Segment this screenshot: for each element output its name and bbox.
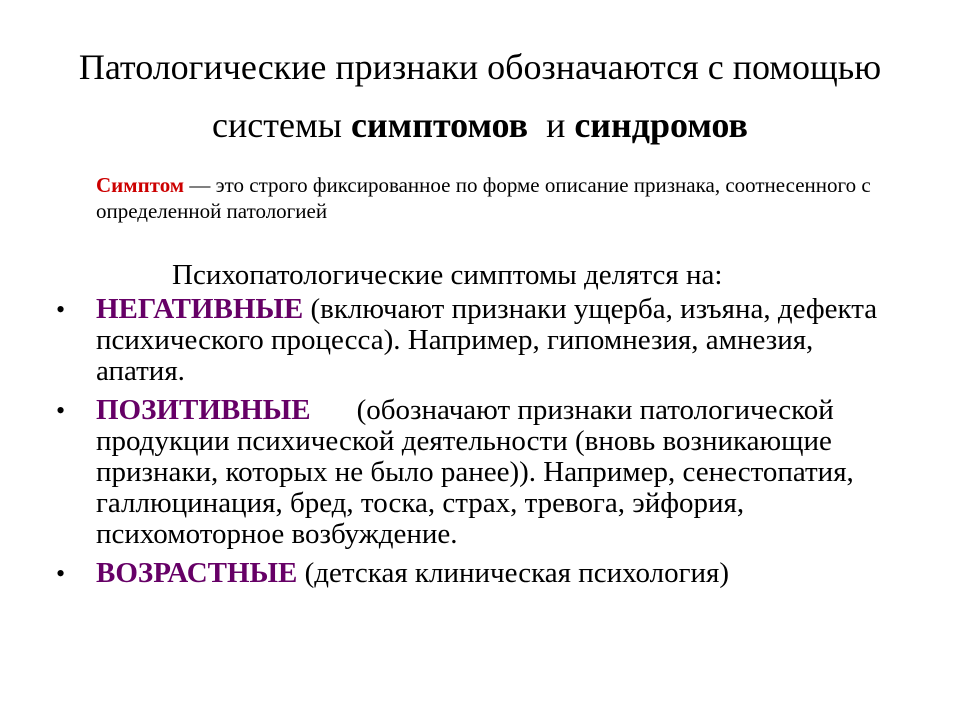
bullet-icon: • <box>56 559 66 588</box>
bullet-text: (детская клиническая психология) <box>297 557 730 589</box>
bullet-icon: • <box>56 295 66 324</box>
list-item-age <box>56 558 896 589</box>
list-item-negative <box>56 294 896 387</box>
symptom-types-list <box>56 294 896 597</box>
bullet-heading: ВОЗРАСТНЫЕ <box>96 557 298 589</box>
definition-term: Симптом <box>96 173 185 197</box>
title-line-2 <box>40 96 920 154</box>
classification-intro: Психопатологические симптомы делятся на: <box>172 259 723 291</box>
title-line-2-prefix: системы <box>212 105 351 145</box>
definition-text: — это строго фиксированное по форме описание признака, соотнесенного с определенной патологией <box>96 173 871 223</box>
title-keyword-syndromes: синдромов <box>574 105 748 145</box>
bullet-heading: ПОЗИТИВНЫЕ <box>96 394 311 426</box>
bullet-text: (обозначают признаки патологической продукции психической деятельности (вновь возникающие признаки, которых не было ранее)). Например, сенестопатия, галлюцинация, бред, тоска, страх, тревога, эйфория, психомоторное возбуждение. <box>96 394 854 550</box>
bullet-text: (включают признаки ущерба, изъяна, дефекта психического процесса). Например, гипомнезия, амнезия, апатия. <box>96 293 878 387</box>
list-item-positive <box>56 395 896 550</box>
title-line-2-connector: и <box>528 105 575 145</box>
title-keyword-symptoms: симптомов <box>350 105 529 145</box>
title-line-1: Патологические признаки обозначаются с помощью <box>78 47 882 87</box>
bullet-icon: • <box>56 396 66 425</box>
symptom-definition <box>96 172 916 224</box>
bullet-heading: НЕГАТИВНЫЕ <box>96 293 304 325</box>
slide-title <box>40 38 920 154</box>
